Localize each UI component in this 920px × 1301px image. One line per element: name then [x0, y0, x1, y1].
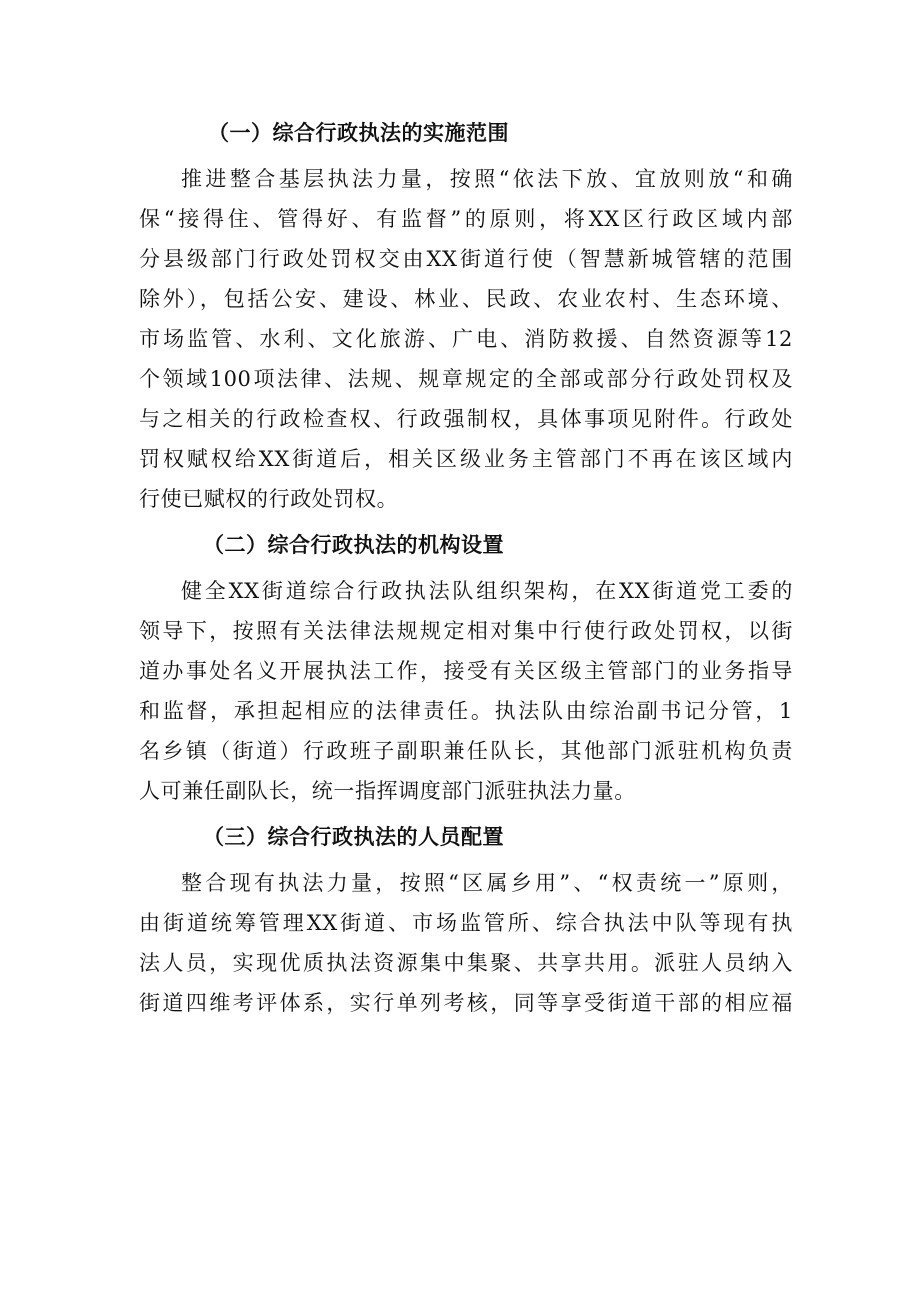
text-line: 街道四维考评体系，实行单列考核，同等享受街道干部的相应福	[139, 991, 793, 1015]
text-line: 推进整合基层执法力量，按照“依法下放、宜放则放“和确	[181, 167, 793, 191]
text-line: 罚权赋权给XX街道后，相关区级业务主管部门不再在该区域内	[139, 447, 793, 471]
section-heading-2: （二）综合行政执法的机构设置	[203, 532, 504, 557]
section-3-paragraph	[139, 863, 793, 1023]
text-line: 除外），包括公安、建设、林业、民政、农业农村、生态环境、	[139, 287, 793, 311]
document-page	[139, 113, 793, 1023]
text-line: 法人员，实现优质执法资源集中集聚、共享共用。派驻人员纳入	[139, 951, 793, 975]
text-line: 保“接得住、管得好、有监督”的原则，将XX区行政区域内部	[139, 207, 793, 231]
section-heading-3: （三）综合行政执法的人员配置	[203, 824, 504, 849]
section-2-paragraph	[139, 571, 793, 811]
text-line: 道办事处名义开展执法工作，接受有关区级主管部门的业务指导	[139, 659, 793, 683]
section-heading-1: （一）综合行政执法的实施范围	[208, 120, 509, 145]
text-line: 人可兼任副队长，统一指挥调度部门派驻执法力量。	[139, 779, 636, 803]
text-line: 行使已赋权的行政处罚权。	[139, 487, 399, 511]
text-line: 个领域100项法律、法规、规章规定的全部或部分行政处罚权及	[139, 367, 793, 391]
text-line: 分县级部门行政处罚权交由XX街道行使（智慧新城管辖的范围	[139, 247, 793, 271]
section-1-paragraph	[139, 159, 793, 519]
text-line: 整合现有执法力量，按照“区属乡用”、“权责统一”原则，	[181, 871, 793, 895]
text-line: 由街道统筹管理XX街道、市场监管所、综合执法中队等现有执	[139, 911, 793, 935]
text-line: 与之相关的行政检查权、行政强制权，具体事项见附件。行政处	[139, 407, 793, 431]
text-line: 市场监管、水利、文化旅游、广电、消防救援、自然资源等12	[139, 327, 793, 351]
text-line: 和监督，承担起相应的法律责任。执法队由综治副书记分管，1	[139, 699, 793, 723]
text-line: 健全XX街道综合行政执法队组织架构，在XX街道党工委的	[181, 579, 793, 603]
text-line: 名乡镇（街道）行政班子副职兼任队长，其他部门派驻机构负责	[139, 739, 793, 763]
text-line: 领导下，按照有关法律法规规定相对集中行使行政处罚权，以街	[139, 619, 793, 643]
